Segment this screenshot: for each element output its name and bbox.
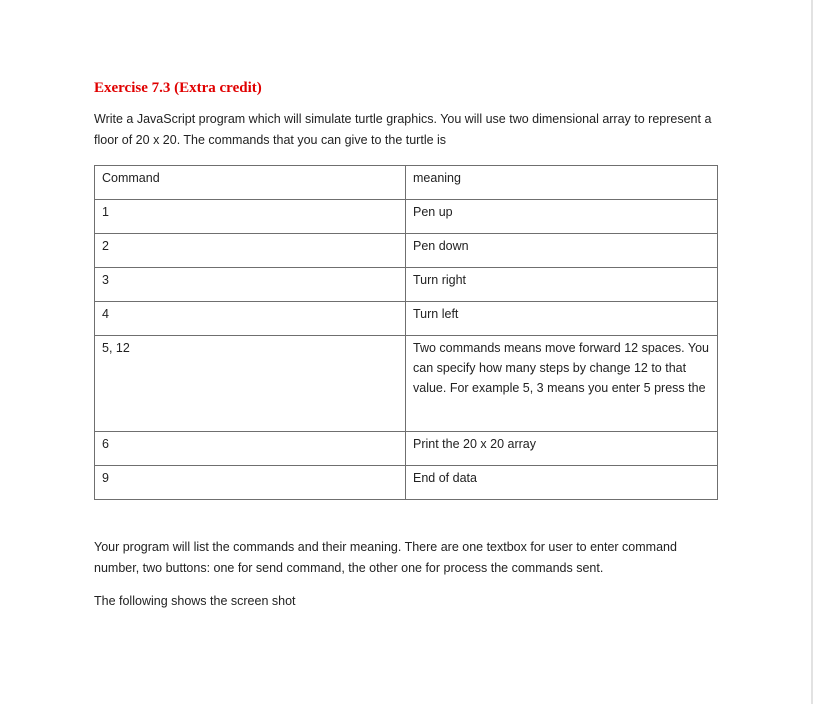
exercise-title: Exercise 7.3 (Extra credit) [94, 80, 262, 96]
header-command: Command [95, 166, 406, 200]
table-header-row [95, 166, 718, 200]
command-cell: 6 [95, 432, 406, 466]
table-row [95, 466, 718, 500]
table-row [95, 234, 718, 268]
command-cell: 4 [95, 302, 406, 336]
meaning-cell: Print the 20 x 20 array [406, 432, 718, 466]
table-row [95, 432, 718, 466]
table-row [95, 302, 718, 336]
command-cell: 5, 12 [95, 336, 406, 432]
commands-table [94, 165, 718, 500]
meaning-cell: Pen up [406, 200, 718, 234]
meaning-cell: End of data [406, 466, 718, 500]
table-row [95, 336, 718, 432]
meaning-cell: Two commands means move forward 12 spaces. You can specify how many steps by change 12 to that value. For example 5, 3 means you enter 5 press the [406, 336, 718, 432]
command-cell: 1 [95, 200, 406, 234]
command-cell: 2 [95, 234, 406, 268]
after-table-paragraph: Your program will list the commands and their meaning. There are one textbox for user to enter command number, two buttons: one for send command, the other one for process the commands sent. [94, 540, 677, 575]
table-row [95, 200, 718, 234]
meaning-cell: Turn left [406, 302, 718, 336]
table-row [95, 268, 718, 302]
screenshot-note: The following shows the screen shot [94, 594, 296, 608]
header-meaning: meaning [406, 166, 718, 200]
meaning-cell: Pen down [406, 234, 718, 268]
command-cell: 9 [95, 466, 406, 500]
meaning-cell: Turn right [406, 268, 718, 302]
intro-paragraph: Write a JavaScript program which will simulate turtle graphics. You will use two dimensional array to represent a floor of 20 x 20. The commands that you can give to the turtle is [94, 112, 712, 147]
command-cell: 3 [95, 268, 406, 302]
